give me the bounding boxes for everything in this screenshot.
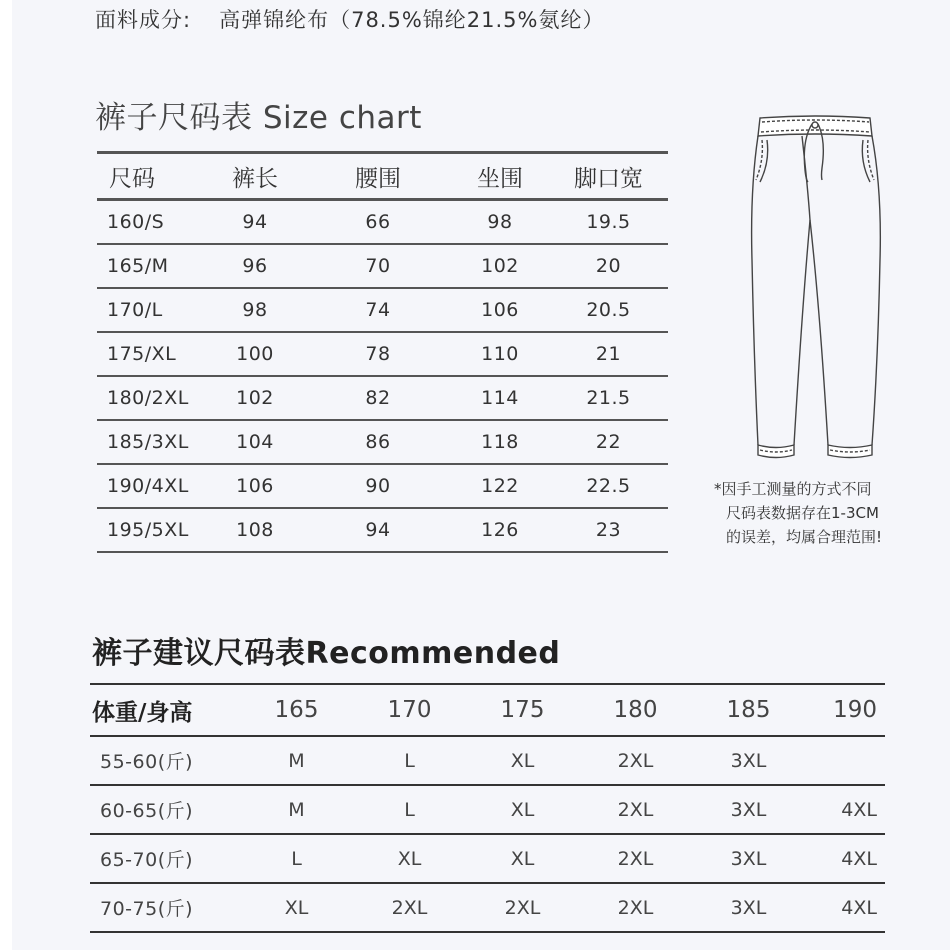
header-length: 裤长 — [205, 153, 305, 200]
table-cell: 175/XL — [97, 332, 205, 376]
measurement-note — [714, 477, 882, 549]
table-cell: 78 — [305, 332, 451, 376]
note-line: 尺码表数据存在1-3CM — [726, 504, 879, 522]
table-cell: 60-65(斤) — [90, 785, 240, 834]
table-cell: 98 — [451, 200, 549, 245]
table-cell: L — [353, 736, 466, 785]
table-cell: 3XL — [692, 883, 805, 932]
recommended-table — [90, 683, 885, 933]
table-cell: 98 — [205, 288, 305, 332]
table-cell: 2XL — [579, 736, 692, 785]
table-cell: 170/L — [97, 288, 205, 332]
table-cell: 100 — [205, 332, 305, 376]
table-cell: 102 — [205, 376, 305, 420]
table-cell: 2XL — [466, 883, 579, 932]
recommended-title: 裤子建议尺码表Recommended — [92, 636, 561, 671]
fabric-composition — [95, 4, 605, 34]
table-cell: 195/5XL — [97, 508, 205, 552]
table-cell: XL — [466, 736, 579, 785]
table-row — [97, 376, 668, 420]
table-cell: 3XL — [692, 785, 805, 834]
table-cell: 23 — [549, 508, 668, 552]
table-cell: L — [353, 785, 466, 834]
size-chart-title: 裤子尺码表 Size chart — [95, 100, 422, 136]
table-cell: 185/3XL — [97, 420, 205, 464]
header-height: 180 — [579, 684, 692, 736]
table-cell: 94 — [305, 508, 451, 552]
table-cell: XL — [466, 834, 579, 883]
table-cell: 165/M — [97, 244, 205, 288]
table-cell: L — [240, 834, 353, 883]
note-line: 的误差，均属合理范围! — [726, 528, 883, 546]
table-row — [90, 834, 885, 883]
table-cell: 122 — [451, 464, 549, 508]
table-cell: 106 — [205, 464, 305, 508]
table-cell: XL — [240, 883, 353, 932]
table-cell: 126 — [451, 508, 549, 552]
table-cell: 19.5 — [549, 200, 668, 245]
table-cell: 2XL — [579, 785, 692, 834]
table-cell: 118 — [451, 420, 549, 464]
table-cell: 22.5 — [549, 464, 668, 508]
table-row — [97, 332, 668, 376]
header-height: 175 — [466, 684, 579, 736]
table-cell: 20.5 — [549, 288, 668, 332]
table-row — [90, 736, 885, 785]
table-cell: 110 — [451, 332, 549, 376]
table-cell: 66 — [305, 200, 451, 245]
table-cell: 55-60(斤) — [90, 736, 240, 785]
size-chart-table — [97, 151, 668, 553]
note-line: *因手工测量的方式不同 — [714, 480, 872, 498]
table-cell: 21.5 — [549, 376, 668, 420]
fabric-label: 面料成分: — [95, 8, 192, 32]
header-height: 190 — [805, 684, 885, 736]
header-waist: 腰围 — [305, 153, 451, 200]
table-row — [97, 244, 668, 288]
table-cell: 3XL — [692, 736, 805, 785]
table-cell: 20 — [549, 244, 668, 288]
table-cell: 160/S — [97, 200, 205, 245]
table-cell: XL — [353, 834, 466, 883]
header-height: 170 — [353, 684, 466, 736]
table-cell — [805, 736, 885, 785]
recommended-header-row — [90, 684, 885, 736]
table-cell: 114 — [451, 376, 549, 420]
table-cell: 94 — [205, 200, 305, 245]
header-hem: 脚口宽 — [549, 153, 668, 200]
table-cell: 2XL — [353, 883, 466, 932]
table-row — [97, 288, 668, 332]
pants-line-drawing-icon — [742, 110, 892, 469]
table-cell: 2XL — [579, 834, 692, 883]
table-cell: 3XL — [692, 834, 805, 883]
table-cell: 21 — [549, 332, 668, 376]
table-cell: 70 — [305, 244, 451, 288]
table-cell: XL — [466, 785, 579, 834]
table-row — [90, 785, 885, 834]
header-height: 185 — [692, 684, 805, 736]
table-cell: 102 — [451, 244, 549, 288]
header-size: 尺码 — [97, 153, 205, 200]
table-cell: 65-70(斤) — [90, 834, 240, 883]
table-cell: 2XL — [579, 883, 692, 932]
table-cell: 22 — [549, 420, 668, 464]
table-cell: 106 — [451, 288, 549, 332]
table-cell: 86 — [305, 420, 451, 464]
table-cell: 4XL — [805, 883, 885, 932]
size-chart-header-row — [97, 153, 668, 200]
fabric-value: 高弹锦纶布（78.5%锦纶21.5%氨纶） — [219, 8, 605, 32]
table-row — [97, 508, 668, 552]
table-row — [97, 464, 668, 508]
table-cell: 108 — [205, 508, 305, 552]
table-cell: M — [240, 736, 353, 785]
header-weight-height: 体重/身高 — [90, 684, 240, 736]
table-cell: 70-75(斤) — [90, 883, 240, 932]
table-row — [97, 420, 668, 464]
header-height: 165 — [240, 684, 353, 736]
table-cell: 190/4XL — [97, 464, 205, 508]
table-cell: 96 — [205, 244, 305, 288]
header-hip: 坐围 — [451, 153, 549, 200]
table-cell: 90 — [305, 464, 451, 508]
table-cell: 74 — [305, 288, 451, 332]
table-row — [90, 883, 885, 932]
table-cell: 104 — [205, 420, 305, 464]
table-cell: 82 — [305, 376, 451, 420]
table-cell: 4XL — [805, 834, 885, 883]
table-cell: 180/2XL — [97, 376, 205, 420]
table-row — [97, 200, 668, 245]
table-cell: M — [240, 785, 353, 834]
table-cell: 4XL — [805, 785, 885, 834]
